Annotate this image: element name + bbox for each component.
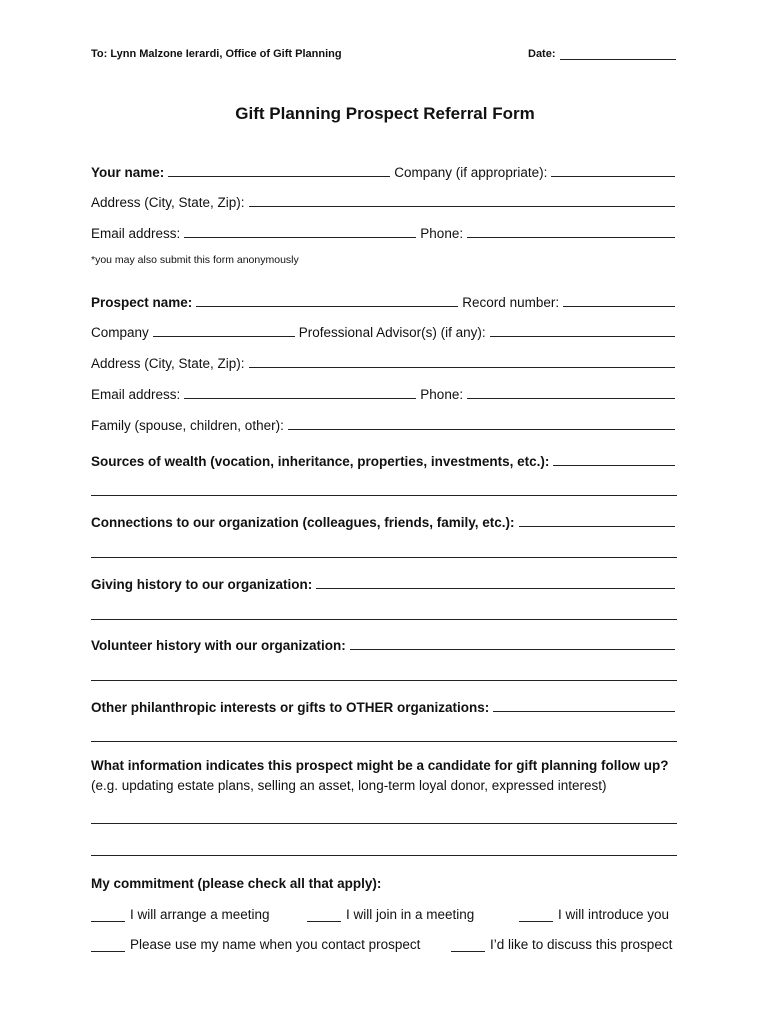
prospect-email-row: [91, 382, 679, 402]
prospect-company-label: Company: [91, 325, 149, 340]
other-philanthropy-field-line-2[interactable]: [91, 741, 677, 742]
prospect-phone-label: Phone:: [420, 387, 464, 402]
connections-row: [91, 510, 679, 530]
prospect-address-field[interactable]: [249, 353, 675, 368]
option-join-meeting-label: I will join in a meeting: [346, 907, 475, 922]
prospect-email-label: Email address:: [91, 387, 181, 402]
other-philanthropy-field[interactable]: [493, 697, 675, 712]
family-field[interactable]: [288, 415, 675, 430]
volunteer-row: [91, 633, 679, 653]
form-title: Gift Planning Prospect Referral Form: [235, 104, 535, 123]
candidate-hint: (e.g. updating estate plans, selling an asset, long-term loyal donor, expressed interest): [91, 778, 607, 793]
phone-field[interactable]: [467, 223, 675, 238]
prospect-name-field[interactable]: [196, 292, 458, 307]
option-join-meeting[interactable]: [307, 907, 474, 922]
your-name-field[interactable]: [168, 162, 390, 177]
volunteer-field-line-2[interactable]: [91, 680, 677, 681]
option-introduce-label: I will introduce you: [558, 907, 670, 922]
address-field[interactable]: [249, 192, 675, 207]
phone-label: Phone:: [420, 226, 464, 241]
volunteer-label: Volunteer history with our organization:: [91, 638, 346, 653]
company-field[interactable]: [551, 162, 675, 177]
your-name-row: [91, 160, 679, 180]
option-join-meeting-checkline[interactable]: [307, 909, 341, 922]
giving-field[interactable]: [316, 574, 675, 589]
date-input-line[interactable]: [560, 48, 676, 60]
option-arrange-meeting-checkline[interactable]: [91, 909, 125, 922]
candidate-field-line-1[interactable]: [91, 823, 677, 824]
prospect-address-row: [91, 351, 679, 371]
address-row: [91, 190, 679, 210]
option-discuss-prospect-checkline[interactable]: [451, 939, 485, 952]
email-label: Email address:: [91, 226, 181, 241]
advisor-field[interactable]: [490, 322, 675, 337]
advisor-label: Professional Advisor(s) (if any):: [298, 325, 486, 340]
giving-row: [91, 572, 679, 592]
recipient-line: To: Lynn Malzone Ierardi, Office of Gift Planning: [91, 48, 342, 60]
record-number-label: Record number:: [462, 295, 560, 310]
prospect-company-field[interactable]: [153, 322, 295, 337]
option-use-name-label: Please use my name when you contact prospect: [130, 937, 421, 952]
giving-field-line-2[interactable]: [91, 619, 677, 620]
volunteer-field[interactable]: [350, 635, 675, 650]
prospect-company-row: [91, 320, 679, 340]
connections-label: Connections to our organization (colleagues, friends, family, etc.):: [91, 515, 515, 530]
your-name-label: Your name:: [91, 165, 165, 180]
candidate-question: What information indicates this prospect might be a candidate for gift planning follow up?: [91, 758, 669, 773]
option-arrange-meeting[interactable]: [91, 907, 270, 922]
option-discuss-prospect[interactable]: [451, 937, 672, 952]
wealth-label: Sources of wealth (vocation, inheritance, properties, investments, etc.):: [91, 454, 550, 469]
connections-field-line-2[interactable]: [91, 557, 677, 558]
other-philanthropy-label: Other philanthropic interests or gifts to OTHER organizations:: [91, 700, 490, 715]
option-use-name-checkline[interactable]: [91, 939, 125, 952]
giving-label: Giving history to our organization:: [91, 577, 313, 592]
option-introduce[interactable]: [519, 907, 669, 922]
family-row: [91, 413, 679, 433]
prospect-name-row: [91, 290, 679, 310]
option-use-name[interactable]: [91, 937, 420, 952]
option-introduce-checkline[interactable]: [519, 909, 553, 922]
record-number-field[interactable]: [563, 292, 675, 307]
address-label: Address (City, State, Zip):: [91, 195, 245, 210]
prospect-name-label: Prospect name:: [91, 295, 193, 310]
email-row: [91, 221, 679, 241]
wealth-row: [91, 449, 679, 469]
prospect-email-field[interactable]: [184, 384, 416, 399]
candidate-field-line-2[interactable]: [91, 855, 677, 856]
wealth-field-line-2[interactable]: [91, 495, 677, 496]
commitment-heading: My commitment (please check all that apply):: [91, 876, 382, 891]
date-field: [528, 48, 676, 60]
connections-field[interactable]: [519, 512, 675, 527]
anonymous-note: *you may also submit this form anonymously: [91, 254, 299, 266]
other-philanthropy-row: [91, 695, 679, 715]
company-label: Company (if appropriate):: [394, 165, 548, 180]
option-discuss-prospect-label: I’d like to discuss this prospect: [490, 937, 673, 952]
family-label: Family (spouse, children, other):: [91, 418, 284, 433]
prospect-phone-field[interactable]: [467, 384, 675, 399]
email-field[interactable]: [184, 223, 416, 238]
wealth-field[interactable]: [553, 451, 675, 466]
option-arrange-meeting-label: I will arrange a meeting: [130, 907, 270, 922]
date-label: Date:: [528, 48, 556, 60]
prospect-address-label: Address (City, State, Zip):: [91, 356, 245, 371]
